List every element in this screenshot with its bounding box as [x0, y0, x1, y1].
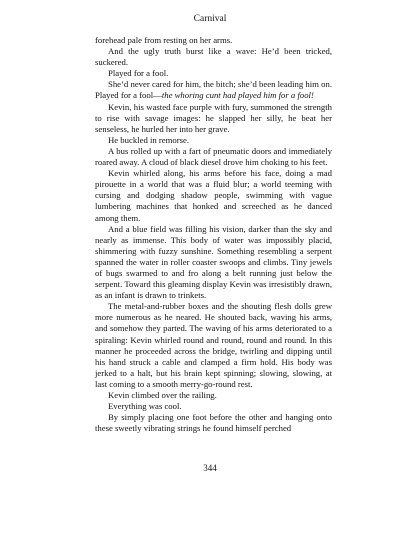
text-span: A bus rolled up with a fart of pneumatic doors and immediately roared away. A cloud of black diesel drove him choking to his feet. — [95, 145, 332, 168]
paragraph — [95, 79, 332, 101]
text-span: And a blue field was filling his vision, darker than the sky and nearly as immense. This body of water was impossibly placid, shimmering with fuzzy sunshine. Something resembling a serpent spanned the water in roller coaster swoops and climbs. Tiny jewels of bugs swarmed to and fro along a belt running just below the serpent. Toward this gleaming display Kevin was irresistibly drawn, as an infant is drawn to trinkets. — [95, 223, 332, 301]
text-span: Kevin climbed over the railing. — [108, 390, 217, 400]
paragraph — [95, 401, 332, 412]
text-span: And the ugly truth burst like a wave: He’d been tricked, suckered. — [95, 46, 332, 68]
paragraph — [95, 224, 332, 302]
paragraph — [95, 135, 332, 146]
italic-text-span: the whoring cunt had played him for a fool! — [161, 90, 314, 101]
body-text — [95, 35, 332, 434]
text-span: Kevin whirled along, his arms before his face, doing a mad pirouette in a world that was a fluid blur; a world teeming with cursing and dodging shadow people, swimming with vague lumbering machines that honked and screeched as he danced among them. — [95, 168, 332, 223]
text-span: By simply placing one foot before the other and hanging onto these sweetly vibrating strings he found himself perched — [95, 412, 332, 434]
text-span: Played for a fool. — [108, 68, 169, 79]
page-number: 344 — [203, 463, 217, 473]
running-head: Carnival — [193, 14, 227, 24]
paragraph — [95, 146, 332, 168]
paragraph — [95, 390, 332, 401]
paragraph — [95, 68, 332, 79]
text-span: He buckled in remorse. — [108, 134, 190, 145]
text-span: She’d never cared for him, the bitch; she’d been leading him on. Played for a fool— — [95, 79, 332, 101]
paragraph — [95, 412, 332, 434]
paragraph — [95, 35, 332, 46]
paragraph — [95, 301, 332, 390]
text-span: Kevin, his wasted face purple with fury, summoned the strength to rise with savage images: he slapped her silly, he beat her senseless, he hurled her into her grave. — [95, 101, 332, 134]
text-span: Everything was cool. — [108, 401, 182, 412]
paragraph — [95, 168, 332, 223]
paragraph — [95, 46, 332, 68]
text-span: forehead pale from resting on her arms. — [95, 35, 233, 45]
paragraph — [95, 102, 332, 135]
text-span: The metal-and-rubber boxes and the shouting flesh dolls grew more numerous as he neared. He shouted back, waving his arms, and somehow they parted. The waving of his arms deteriorated to a spiraling: Kevin whirled round and round, round and round. In this manner he proceeded across the bridge, twirling and dipping until his hand struck a cable and clamped a firm hold. His body was jerked to a halt, but his brain kept spinning; slowing, slowing, at last coming to a smooth merry-go-round rest. — [95, 301, 332, 389]
